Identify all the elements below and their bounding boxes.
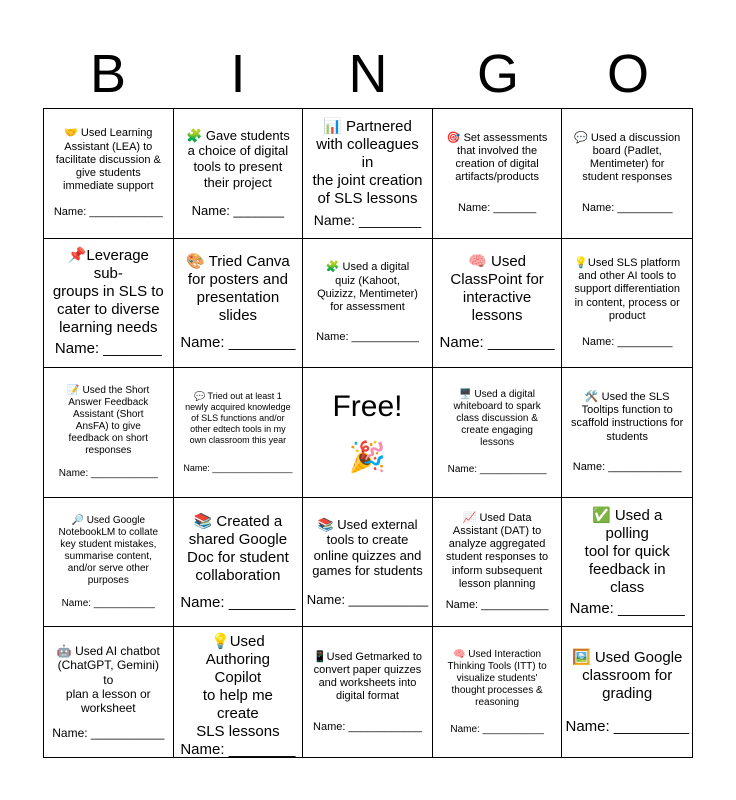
bingo-cell[interactable] — [562, 109, 692, 239]
party-popper-icon: 🎉 — [348, 440, 387, 474]
bingo-cell[interactable] — [44, 498, 174, 628]
name-line[interactable]: Name: _________ — [581, 201, 673, 214]
cell-prompt: 🤖 Used AI chatbot (ChatGPT, Gemini) to plan a lesson or worksheet — [56, 643, 160, 716]
cell-prompt: 📚 Created a shared Google Doc for student collaboration — [187, 512, 289, 584]
bingo-cell[interactable] — [303, 239, 433, 369]
bingo-grid — [43, 108, 693, 758]
cell-prompt: 📈 Used Data Assistant (DAT) to analyze aggregated student responses to inform subsequent lesson planning — [446, 511, 549, 590]
bingo-cell[interactable] — [174, 627, 304, 757]
name-line[interactable]: Name: ________ — [313, 211, 422, 228]
bingo-cell[interactable] — [433, 498, 563, 628]
name-line[interactable]: Name: _______ — [191, 203, 285, 219]
cell-prompt: 📊 Partnered with colleagues in the joint creation of SLS lessons — [312, 118, 423, 208]
name-line[interactable]: Name: ____________ — [58, 467, 158, 479]
bingo-cell[interactable] — [562, 368, 692, 498]
name-line[interactable]: Name: ________ — [439, 334, 555, 352]
name-line[interactable]: Name: _________ — [565, 717, 689, 735]
bingo-cell[interactable] — [433, 239, 563, 369]
name-line[interactable]: Name: ___________ — [61, 597, 155, 609]
header-letter-i: I — [230, 44, 246, 104]
bingo-header — [43, 40, 693, 108]
name-line[interactable]: Name: _________ — [581, 335, 673, 348]
cell-prompt: 🛠️ Used the SLS Tooltips function to scaffold instructions for students — [571, 391, 684, 443]
bingo-cell[interactable] — [303, 109, 433, 239]
name-line[interactable]: Name: ________________ — [183, 462, 293, 473]
bingo-cell[interactable] — [174, 498, 304, 628]
cell-prompt: 📝 Used the Short Answer Feedback Assistant (Short AnsFA) to give feedback on short responses — [67, 385, 150, 457]
header-letter-n: N — [348, 44, 388, 104]
bingo-cell[interactable] — [433, 368, 563, 498]
cell-prompt: 🧠 Used Interaction Thinking Tools (ITT) to visualize students' thought processes & reasoning — [447, 648, 547, 708]
cell-prompt: 📌Leverage sub- groups in SLS to cater to diverse learning needs — [52, 247, 164, 337]
cell-prompt: 📚 Used external tools to create online quizzes and games for students — [312, 516, 423, 579]
cell-prompt: 🎯 Set assessments that involved the creation of digital artifacts/products — [446, 131, 548, 184]
cell-prompt: 🧩 Used a digital quiz (Kahoot, Quizizz, Mentimeter) for assessment — [317, 261, 418, 314]
header-letter-o: O — [606, 44, 649, 104]
cell-prompt: 🔎 Used Google NotebookLM to collate key student mistakes, summarise content, and/or serve other purposes — [58, 514, 159, 586]
name-line[interactable]: Name: ____________ — [447, 463, 547, 475]
cell-prompt: 🖼️ Used Google classroom for grading — [571, 648, 683, 702]
cell-prompt: 🎨 Tried Canva for posters and presentation slides — [186, 253, 290, 325]
free-space-cell[interactable] — [303, 368, 433, 498]
bingo-cell[interactable] — [562, 239, 692, 369]
bingo-cell[interactable] — [433, 627, 563, 757]
name-line[interactable]: Name: ___________ — [52, 726, 165, 741]
name-line[interactable]: Name: ________ — [180, 334, 296, 352]
name-line[interactable]: Name: ___________ — [316, 331, 419, 344]
cell-prompt: 💡Used Authoring Copilot to help me create SLS lessons — [196, 633, 280, 741]
bingo-cell[interactable] — [44, 109, 174, 239]
cell-prompt: 📱Used Getmarked to convert paper quizzes and worksheets into digital format — [312, 650, 423, 703]
name-line[interactable]: Name: ____________ — [572, 460, 682, 473]
name-line[interactable]: Name: ________ — [569, 599, 685, 617]
bingo-cell[interactable] — [303, 498, 433, 628]
name-line[interactable]: Name: ____________ — [53, 205, 163, 218]
bingo-cell[interactable] — [303, 627, 433, 757]
name-line[interactable]: Name: ____________ — [313, 720, 422, 733]
cell-prompt: ✅ Used a polling tool for quick feedback in class — [584, 506, 670, 596]
bingo-cell[interactable] — [562, 498, 692, 628]
cell-prompt: 🧠 Used ClassPoint for interactive lessons — [450, 253, 544, 325]
name-line[interactable]: Name: ___________ — [450, 723, 544, 735]
cell-prompt: 🤝 Used Learning Assistant (LEA) to facilitate discussion & give students immediate support — [55, 127, 161, 193]
cell-prompt: 💬 Used a discussion board (Padlet, Mentimeter) for student responses — [574, 131, 681, 184]
bingo-cell[interactable] — [433, 109, 563, 239]
header-letter-g: G — [476, 44, 519, 104]
cell-prompt: 💬 Tried out at least 1 newly acquired knowledge of SLS functions and/or other edtech tools in my own classroom this year — [185, 391, 291, 445]
name-line[interactable]: Name: _______ — [457, 201, 537, 214]
bingo-cell[interactable] — [174, 109, 304, 239]
cell-prompt: 💡Used SLS platform and other AI tools to support differentiation in content, process or product — [574, 257, 681, 322]
name-line[interactable]: Name: ________ — [180, 593, 296, 611]
cell-prompt: 🧩 Gave students a choice of digital tools to present their project — [186, 127, 290, 190]
bingo-cell[interactable] — [174, 239, 304, 369]
name-line[interactable]: Name: ________ — [180, 741, 296, 757]
name-line[interactable]: Name: ___________ — [445, 599, 549, 612]
free-space-label: Free! — [332, 390, 403, 424]
bingo-cell[interactable] — [44, 627, 174, 757]
bingo-cell[interactable] — [44, 368, 174, 498]
name-line[interactable]: Name: _______ — [54, 340, 162, 358]
name-line[interactable]: Name: ___________ — [306, 591, 429, 607]
bingo-cell[interactable] — [562, 627, 692, 757]
bingo-cell[interactable] — [44, 239, 174, 369]
cell-prompt: 🖥️ Used a digital whiteboard to spark class discussion & create engaging lessons — [453, 389, 541, 449]
header-letter-b: B — [89, 44, 127, 104]
bingo-cell[interactable] — [174, 368, 304, 498]
